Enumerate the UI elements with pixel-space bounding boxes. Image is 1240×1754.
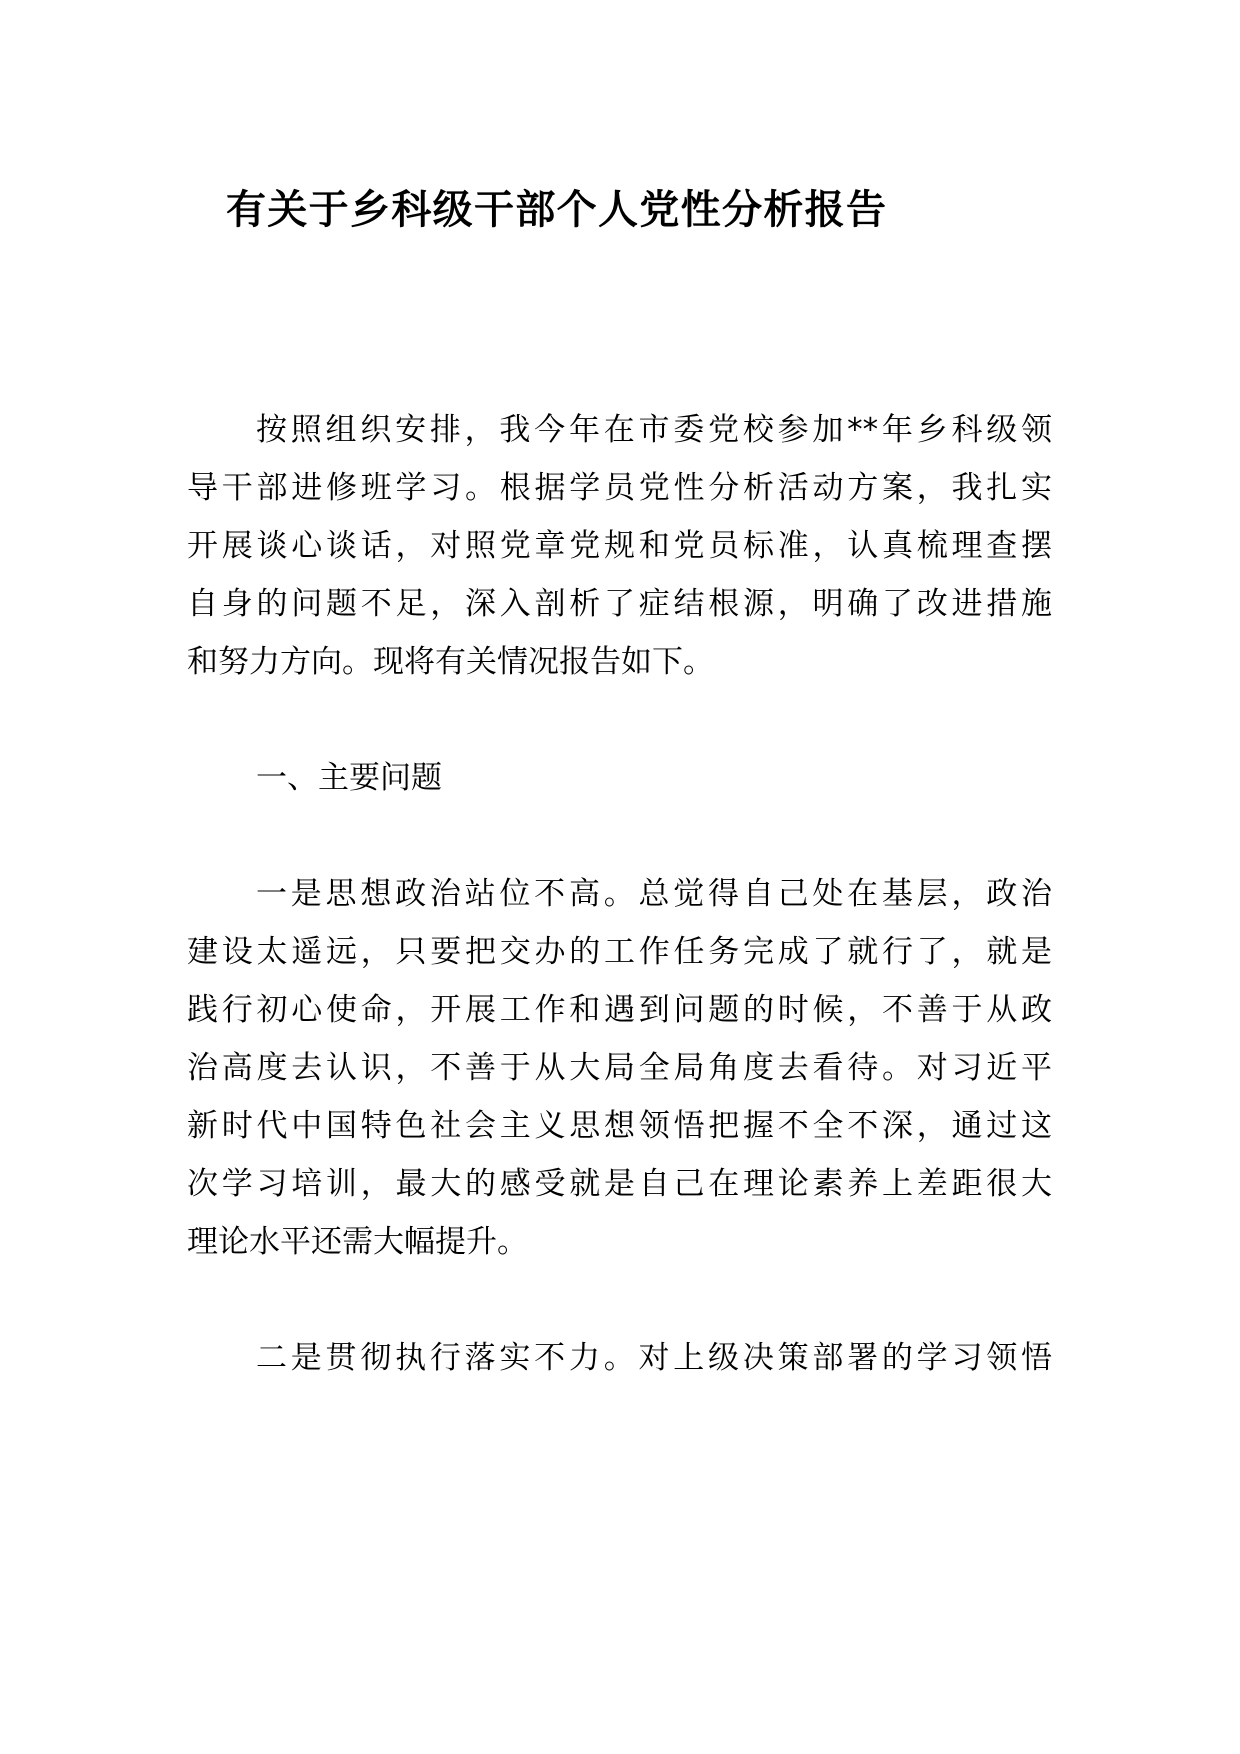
text-line: 次学习培训，最大的感受就是自己在理论素养上差距很大 [187,1166,1052,1202]
section-heading: 一、主要问题 [256,760,442,796]
text-line: 建设太遥远，只要把交办的工作任务完成了就行了，就是 [187,934,1052,970]
text-line: 新时代中国特色社会主义思想领悟把握不全不深，通过这 [187,1108,1052,1144]
text-line: 二是贯彻执行落实不力。对上级决策部署的学习领悟 [256,1340,1052,1376]
document-title: 有关于乡科级干部个人党性分析报告 [226,187,886,233]
text-line: 导干部进修班学习。根据学员党性分析活动方案，我扎实 [187,470,1052,506]
text-line: 按照组织安排，我今年在市委党校参加**年乡科级领 [256,412,1052,448]
text-line: 和努力方向。现将有关情况报告如下。 [187,644,714,680]
text-line: 一是思想政治站位不高。总觉得自己处在基层，政治 [256,876,1052,912]
text-line: 践行初心使命，开展工作和遇到问题的时候，不善于从政 [187,992,1052,1028]
text-line: 治高度去认识，不善于从大局全局角度去看待。对习近平 [187,1050,1052,1086]
text-line: 开展谈心谈话，对照党章党规和党员标准，认真梳理查摆 [187,528,1052,564]
text-line: 理论水平还需大幅提升。 [187,1224,528,1260]
text-line: 自身的问题不足，深入剖析了症结根源，明确了改进措施 [187,586,1052,622]
